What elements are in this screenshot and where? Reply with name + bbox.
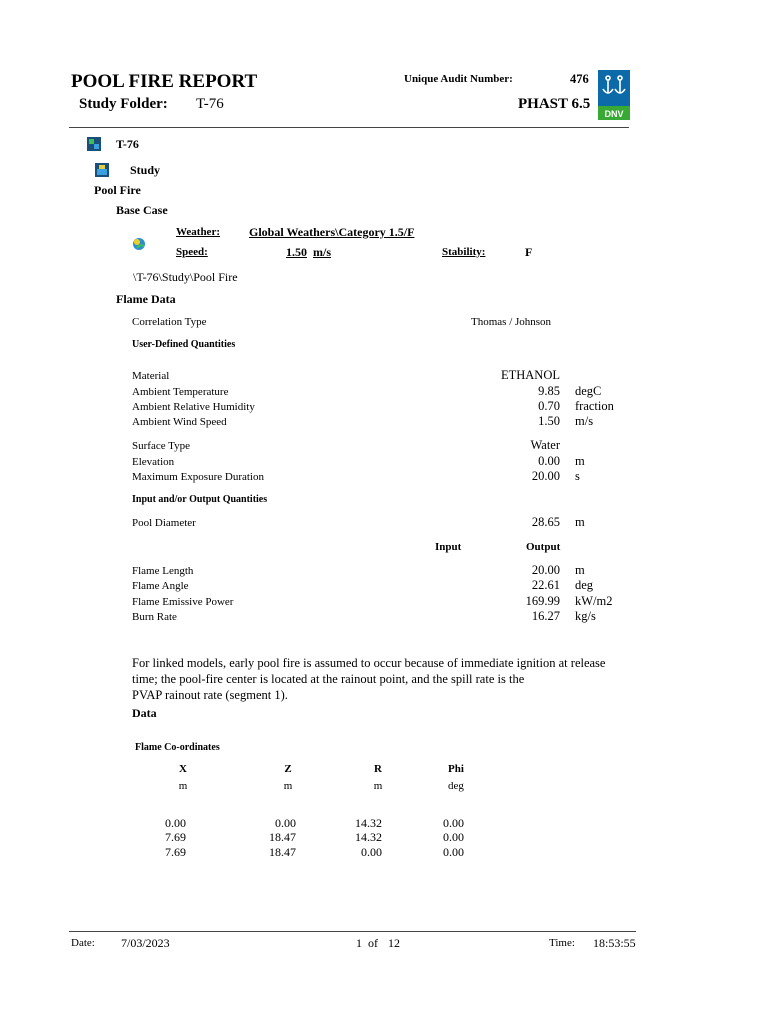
burn-rate-value: 16.27 [531,609,560,623]
emissive-power-label: Flame Emissive Power [132,596,234,608]
flame-angle-value: 22.61 [531,578,560,592]
col-unit-r: m [373,780,383,792]
footer-rule [69,931,636,932]
date-value: 7/03/2023 [121,936,170,950]
anchor-icon [600,73,628,103]
cell-phi: 0.00 [443,845,464,859]
elevation-unit: m [575,454,585,468]
correlation-type-label: Correlation Type [132,316,207,328]
ambient-temperature-unit: degC [575,384,602,398]
audit-number-value: 476 [570,72,589,86]
relative-humidity-label: Ambient Relative Humidity [132,401,255,413]
input-column-header: Input [435,541,462,553]
cell-phi: 0.00 [443,816,464,830]
ambient-temperature-label: Ambient Temperature [132,386,229,398]
report-title: POOL FIRE REPORT [71,71,258,92]
note-line-3: PVAP rainout rate (segment 1). [132,688,288,702]
flame-length-value: 20.00 [531,563,560,577]
note-line-2: time; the pool-fire center is located at the rainout point, and the spill rate is the [132,672,525,686]
page-of: of [368,936,378,950]
emissive-power-unit: kW/m2 [575,594,613,608]
folder-tree-icon [87,137,101,151]
emissive-power-value: 169.99 [525,594,560,608]
coordinates-heading: Flame Co-ordinates [135,742,220,753]
weather-value: Global Weathers\Category 1.5/F [249,225,415,239]
relative-humidity-value: 0.70 [538,399,560,413]
surface-type-value: Water [530,438,560,452]
wind-speed-label: Ambient Wind Speed [132,416,227,428]
note-line-1: For linked models, early pool fire is assumed to occur because of immediate ignition at release [132,656,606,670]
product-version: PHAST 6.5 [518,96,591,112]
dnv-logo [598,70,630,120]
stability-value: F [525,245,533,259]
surface-type-label: Surface Type [132,440,190,452]
flame-angle-label: Flame Angle [132,580,189,592]
page-current: 1 [356,936,362,950]
col-header-r: R [374,763,382,775]
elevation-label: Elevation [132,456,175,468]
user-defined-heading: User-Defined Quantities [132,339,236,350]
flame-angle-unit: deg [575,578,594,592]
relative-humidity-unit: fraction [575,399,614,413]
model-name: Pool Fire [94,183,141,197]
model-path: \T-76\Study\Pool Fire [133,270,238,284]
cell-x: 7.69 [165,830,186,844]
col-unit-z: m [283,780,293,792]
col-header-x: X [179,763,187,775]
speed-label: Speed: [176,246,208,258]
correlation-type-value: Thomas / Johnson [471,316,552,328]
stability-label: Stability: [442,246,486,258]
logo-text: DNV [604,109,624,119]
cell-z: 18.47 [269,845,296,859]
speed-value: 1.50 [286,245,307,259]
cell-r: 14.32 [355,816,382,830]
time-value: 18:53:55 [593,936,636,950]
exposure-duration-value: 20.00 [531,469,560,483]
cell-x: 7.69 [165,845,186,859]
exposure-duration-label: Maximum Exposure Duration [132,471,264,483]
wind-speed-value: 1.50 [538,414,560,428]
pool-diameter-label: Pool Diameter [132,517,196,529]
flame-data-heading: Flame Data [116,292,176,306]
audit-number-label: Unique Audit Number: [404,73,513,85]
speed-unit: m/s [313,245,331,259]
time-label: Time: [549,937,575,949]
flame-length-unit: m [575,563,585,577]
page-total: 12 [388,936,400,950]
cell-r: 0.00 [361,845,382,859]
header-rule [69,127,629,128]
wind-speed-unit: m/s [575,414,594,428]
data-heading: Data [132,706,157,720]
flame-length-label: Flame Length [132,565,194,577]
pool-diameter-unit: m [575,515,585,529]
study-icon [95,163,109,177]
material-label: Material [132,370,170,382]
col-unit-phi: deg [448,780,464,792]
cell-r: 14.32 [355,830,382,844]
burn-rate-label: Burn Rate [132,611,177,623]
col-header-phi: Phi [448,763,464,775]
col-header-z: Z [284,763,292,775]
input-output-heading: Input and/or Output Quantities [132,494,268,505]
ambient-temperature-value: 9.85 [538,384,560,398]
output-column-header: Output [526,541,561,553]
cell-z: 0.00 [275,816,296,830]
weather-label: Weather: [176,226,220,238]
weather-icon [132,237,146,251]
burn-rate-unit: kg/s [575,609,596,623]
date-label: Date: [71,937,95,949]
cell-phi: 0.00 [443,830,464,844]
elevation-value: 0.00 [538,454,560,468]
tree-root-label: T-76 [116,137,139,151]
cell-x: 0.00 [165,816,186,830]
pool-diameter-value: 28.65 [531,515,560,529]
material-value: ETHANOL [500,368,560,382]
tree-study-label: Study [130,163,161,177]
col-unit-x: m [178,780,188,792]
scenario-name: Base Case [116,203,168,217]
cell-z: 18.47 [269,830,296,844]
exposure-duration-unit: s [575,469,580,483]
study-folder-value: T-76 [196,96,224,112]
study-folder-label: Study Folder: [79,96,168,112]
